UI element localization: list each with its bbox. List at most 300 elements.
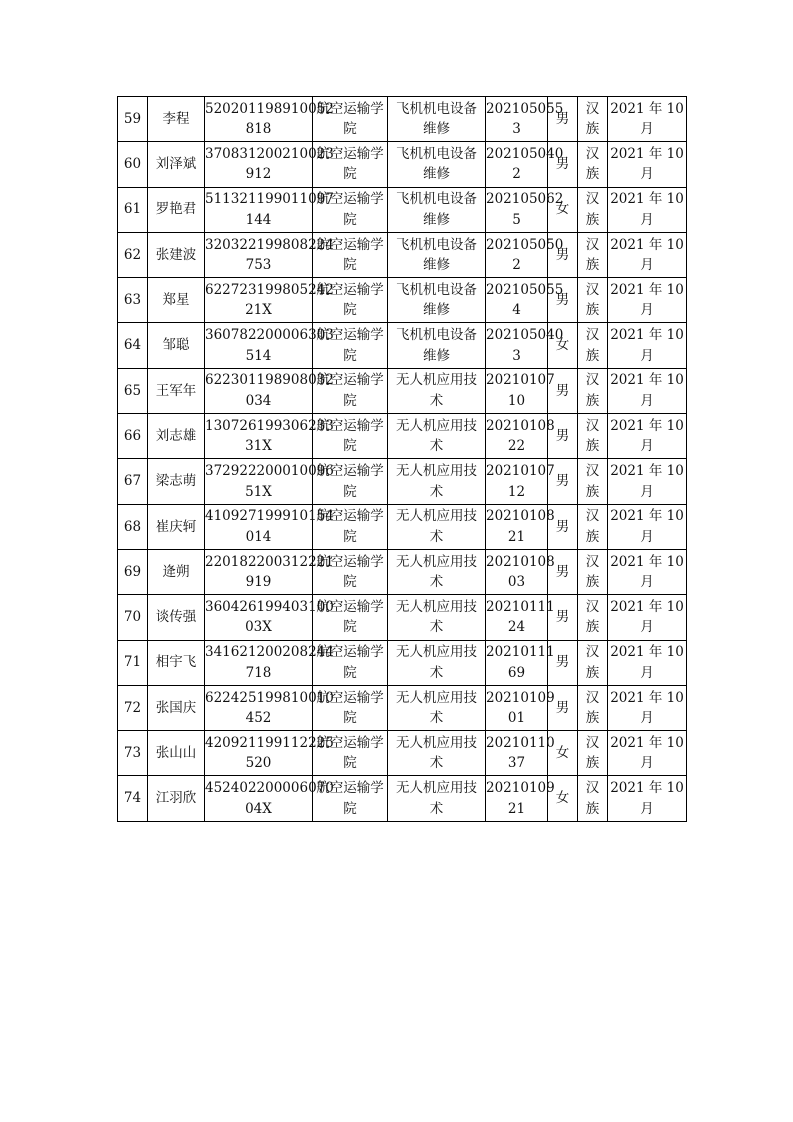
id-number-cell [205, 414, 334, 459]
id-number-line: 410927199910154 [205, 508, 334, 525]
row-number-cell [118, 595, 148, 640]
student-number-line: 4 [512, 302, 521, 319]
college-cell [313, 595, 388, 640]
sex-text: 男 [555, 246, 570, 263]
college-line: 航空运输学 [316, 100, 384, 117]
student-number-line: 24 [507, 619, 526, 636]
college-line: 院 [343, 438, 357, 455]
row-number-text: 70 [123, 609, 142, 626]
major-cell [388, 323, 486, 368]
student-number-line: 2 [512, 166, 521, 183]
roster-table [117, 96, 687, 822]
id-number-cell [205, 323, 334, 368]
college-cell [313, 278, 388, 323]
id-number-cell [205, 549, 334, 594]
college-line: 院 [343, 392, 357, 409]
student-number-line: 20210111 [486, 644, 555, 661]
name-text: 罗艳君 [155, 201, 197, 218]
date-line: 月 [640, 257, 654, 274]
id-number-line: 514 [245, 347, 272, 364]
date-cell [608, 549, 687, 594]
student-number-cell [486, 776, 555, 821]
college-cell [313, 504, 388, 549]
student-number-line: 3 [512, 121, 521, 138]
ethnicity-line: 汉 [585, 145, 600, 162]
id-number-line: 04X [245, 800, 272, 817]
date-cell [608, 187, 687, 232]
name-text: 张建波 [155, 246, 197, 263]
sex-text: 男 [555, 110, 570, 127]
row-number-cell [118, 323, 148, 368]
student-number-line: 01 [507, 710, 526, 726]
college-line: 院 [343, 800, 357, 817]
date-cell [608, 323, 687, 368]
id-number-line: 520201198910052 [205, 100, 334, 117]
ethnicity-cell [578, 640, 608, 685]
id-number-line: 372922200010096 [205, 463, 334, 480]
id-number-cell [205, 142, 334, 187]
student-number-cell [486, 685, 555, 730]
college-line: 院 [343, 347, 357, 364]
ethnicity-line: 族 [585, 302, 600, 319]
name-text: 王军年 [155, 382, 197, 399]
student-number-cell [486, 549, 555, 594]
date-line: 月 [640, 574, 654, 591]
id-number-line: 341621200208244 [205, 644, 334, 661]
major-line: 无人机应用技 [396, 372, 477, 389]
name-cell [148, 323, 205, 368]
major-line: 术 [429, 528, 444, 545]
id-number-line: 420921199112225 [205, 734, 334, 751]
student-number-cell [486, 595, 555, 640]
id-number-cell [205, 97, 334, 142]
row-number-cell [118, 731, 148, 776]
date-line: 月 [640, 438, 654, 455]
id-number-line: 622425199810010 [205, 689, 334, 706]
table-row [118, 368, 687, 413]
ethnicity-cell [578, 459, 608, 504]
date-line: 月 [640, 302, 654, 319]
student-number-line: 20210108 [486, 553, 555, 570]
ethnicity-line: 族 [585, 528, 600, 545]
row-number-cell [118, 685, 148, 730]
date-line: 2021 年 10 [610, 145, 684, 162]
ethnicity-line: 族 [585, 166, 600, 183]
id-number-cell [205, 187, 334, 232]
name-text: 张山山 [155, 745, 197, 762]
student-number-cell [486, 414, 555, 459]
student-number-line: 12 [507, 483, 526, 500]
college-line: 航空运输学 [316, 417, 384, 434]
date-line: 月 [640, 619, 654, 636]
date-cell [608, 278, 687, 323]
row-number-cell [118, 549, 148, 594]
student-number-line: 22 [507, 438, 526, 455]
date-cell [608, 368, 687, 413]
name-text: 邹聪 [162, 337, 190, 354]
college-line: 航空运输学 [316, 191, 384, 208]
major-line: 术 [429, 755, 444, 772]
id-number-line: 912 [245, 166, 272, 183]
id-number-line: 452 [245, 710, 272, 726]
date-cell [608, 97, 687, 142]
ethnicity-cell [578, 368, 608, 413]
row-number-text: 61 [123, 201, 142, 218]
ethnicity-cell [578, 776, 608, 821]
student-number-line: 202105055 [486, 281, 564, 298]
student-number-cell [486, 232, 564, 277]
ethnicity-line: 汉 [585, 281, 600, 298]
college-line: 航空运输学 [316, 281, 384, 298]
sex-text: 男 [555, 156, 570, 173]
student-number-line: 20210109 [486, 689, 555, 706]
student-number-cell [486, 640, 555, 685]
college-cell [313, 731, 388, 776]
name-cell [148, 187, 205, 232]
row-number-cell [118, 232, 148, 277]
date-cell [608, 504, 687, 549]
name-cell [148, 368, 205, 413]
row-number-cell [118, 142, 148, 187]
id-number-cell [205, 368, 334, 413]
college-cell [313, 640, 388, 685]
ethnicity-line: 族 [585, 619, 600, 636]
ethnicity-cell [578, 595, 608, 640]
major-line: 维修 [423, 302, 450, 319]
major-cell [388, 595, 486, 640]
ethnicity-cell [578, 414, 608, 459]
major-line: 无人机应用技 [396, 598, 477, 615]
college-line: 航空运输学 [316, 327, 384, 344]
ethnicity-cell [578, 97, 608, 142]
college-line: 院 [343, 483, 357, 500]
id-number-line: 753 [245, 257, 272, 274]
name-text: 郑星 [162, 292, 190, 309]
name-cell [148, 731, 205, 776]
date-cell [608, 685, 687, 730]
id-number-line: 818 [245, 121, 272, 138]
student-number-line: 37 [507, 755, 526, 772]
major-line: 无人机应用技 [396, 463, 477, 480]
table-row [118, 97, 687, 142]
name-cell [148, 776, 205, 821]
ethnicity-line: 汉 [585, 463, 600, 480]
name-cell [148, 685, 205, 730]
id-number-line: 718 [245, 664, 272, 681]
major-line: 术 [429, 664, 444, 681]
college-line: 院 [343, 755, 357, 772]
id-number-cell [205, 504, 334, 549]
major-line: 飞机机电设备 [396, 100, 477, 117]
sex-text: 女 [555, 337, 570, 354]
id-number-line: 21X [245, 302, 272, 319]
date-cell [608, 776, 687, 821]
row-number-text: 68 [123, 518, 142, 535]
sex-text: 男 [555, 563, 570, 580]
student-number-line: 20210108 [486, 508, 555, 525]
name-text: 梁志萌 [155, 473, 197, 490]
id-number-line: 220182200312221 [205, 553, 334, 570]
date-line: 2021 年 10 [610, 463, 684, 480]
major-line: 术 [429, 619, 444, 636]
id-number-line: 360782200006303 [205, 327, 334, 344]
major-line: 无人机应用技 [396, 417, 477, 434]
date-line: 月 [640, 347, 654, 364]
student-number-line: 20210107 [486, 463, 555, 480]
name-cell [148, 459, 205, 504]
major-line: 维修 [423, 347, 450, 364]
date-line: 2021 年 10 [610, 236, 684, 253]
table-row [118, 414, 687, 459]
student-number-line: 20210110 [486, 734, 555, 751]
row-number-text: 66 [123, 427, 142, 444]
college-line: 航空运输学 [316, 463, 384, 480]
id-number-line: 360426199403100 [205, 598, 334, 615]
ethnicity-line: 汉 [585, 553, 600, 570]
college-line: 航空运输学 [316, 372, 384, 389]
row-number-text: 65 [123, 382, 142, 399]
name-text: 李程 [162, 110, 190, 127]
date-cell [608, 414, 687, 459]
ethnicity-line: 族 [585, 800, 600, 817]
major-line: 飞机机电设备 [396, 281, 477, 298]
row-number-cell [118, 278, 148, 323]
date-cell [608, 731, 687, 776]
id-number-line: 130726199306233 [205, 417, 334, 434]
table-row [118, 685, 687, 730]
student-number-line: 202105055 [486, 100, 564, 117]
major-line: 术 [429, 438, 444, 455]
sex-text: 男 [555, 382, 570, 399]
college-line: 航空运输学 [316, 508, 384, 525]
major-line: 无人机应用技 [396, 689, 477, 706]
ethnicity-cell [578, 278, 608, 323]
name-text: 张国庆 [155, 699, 197, 716]
college-line: 航空运输学 [316, 780, 384, 797]
id-number-cell [205, 278, 334, 323]
major-line: 无人机应用技 [396, 508, 477, 525]
college-cell [313, 685, 388, 730]
student-number-line: 2 [512, 257, 521, 274]
college-line: 航空运输学 [316, 145, 384, 162]
sex-text: 男 [555, 427, 570, 444]
ethnicity-line: 汉 [585, 644, 600, 661]
row-number-cell [118, 414, 148, 459]
student-number-line: 69 [507, 664, 526, 681]
sex-text: 男 [555, 292, 570, 309]
college-line: 院 [343, 211, 357, 228]
row-number-text: 72 [123, 699, 142, 716]
date-line: 2021 年 10 [610, 598, 684, 615]
name-cell [148, 640, 205, 685]
major-line: 飞机机电设备 [396, 327, 477, 344]
row-number-text: 59 [123, 110, 142, 127]
date-line: 2021 年 10 [610, 553, 684, 570]
ethnicity-line: 族 [585, 574, 600, 591]
date-cell [608, 595, 687, 640]
college-cell [313, 232, 388, 277]
major-line: 术 [429, 483, 444, 500]
table-row [118, 142, 687, 187]
table-row [118, 776, 687, 821]
major-line: 无人机应用技 [396, 553, 477, 570]
ethnicity-line: 族 [585, 664, 600, 681]
date-line: 月 [640, 483, 654, 500]
ethnicity-line: 汉 [585, 598, 600, 615]
name-text: 谈传强 [155, 609, 197, 626]
major-cell [388, 685, 486, 730]
name-cell [148, 142, 205, 187]
major-cell [388, 232, 486, 277]
college-line: 院 [343, 121, 357, 138]
table-row [118, 640, 687, 685]
row-number-cell [118, 504, 148, 549]
college-line: 院 [343, 257, 357, 274]
major-cell [388, 187, 486, 232]
table-row [118, 459, 687, 504]
student-number-line: 202105050 [486, 236, 564, 253]
table-row [118, 549, 687, 594]
major-line: 术 [429, 710, 444, 726]
date-line: 2021 年 10 [610, 191, 684, 208]
college-cell [313, 368, 388, 413]
id-number-cell [205, 640, 334, 685]
ethnicity-cell [578, 549, 608, 594]
ethnicity-line: 汉 [585, 734, 600, 751]
name-text: 崔庆轲 [155, 518, 197, 535]
ethnicity-cell [578, 142, 608, 187]
ethnicity-line: 汉 [585, 508, 600, 525]
date-line: 2021 年 10 [610, 689, 684, 706]
date-line: 月 [640, 392, 654, 409]
ethnicity-line: 族 [585, 121, 600, 138]
major-line: 飞机机电设备 [396, 191, 477, 208]
id-number-line: 452402200006070 [205, 780, 334, 797]
id-number-line: 014 [245, 528, 272, 545]
id-number-line: 511321199011097 [205, 191, 334, 208]
id-number-line: 520 [245, 755, 272, 772]
ethnicity-line: 族 [585, 710, 600, 726]
student-number-line: 21 [507, 528, 526, 545]
ethnicity-line: 汉 [585, 780, 600, 797]
date-line: 2021 年 10 [610, 372, 684, 389]
major-cell [388, 414, 486, 459]
date-line: 2021 年 10 [610, 281, 684, 298]
student-number-line: 10 [507, 392, 526, 409]
student-number-line: 5 [512, 211, 521, 228]
table-row [118, 323, 687, 368]
college-cell [313, 97, 388, 142]
id-number-cell [205, 685, 334, 730]
major-line: 术 [429, 392, 444, 409]
student-number-cell [486, 323, 564, 368]
college-line: 航空运输学 [316, 644, 384, 661]
row-number-cell [118, 97, 148, 142]
date-cell [608, 232, 687, 277]
table-row [118, 187, 687, 232]
row-number-cell [118, 459, 148, 504]
id-number-line: 03X [245, 619, 272, 636]
row-number-text: 60 [123, 156, 142, 173]
ethnicity-line: 族 [585, 347, 600, 364]
id-number-cell [205, 731, 334, 776]
ethnicity-cell [578, 731, 608, 776]
ethnicity-cell [578, 232, 608, 277]
college-cell [313, 187, 388, 232]
row-number-text: 73 [123, 745, 142, 762]
id-number-line: 320322199808224 [205, 236, 334, 253]
table-row [118, 504, 687, 549]
major-line: 维修 [423, 257, 450, 274]
row-number-text: 71 [123, 654, 142, 671]
student-number-line: 03 [507, 574, 526, 591]
sex-text: 男 [555, 518, 570, 535]
college-line: 院 [343, 528, 357, 545]
student-number-cell [486, 187, 564, 232]
college-line: 航空运输学 [316, 598, 384, 615]
table-row [118, 731, 687, 776]
ethnicity-line: 汉 [585, 689, 600, 706]
major-line: 维修 [423, 121, 450, 138]
student-number-line: 20210108 [486, 417, 555, 434]
major-line: 无人机应用技 [396, 734, 477, 751]
student-number-cell [486, 142, 564, 187]
id-number-line: 919 [245, 574, 272, 591]
major-line: 术 [429, 574, 444, 591]
major-line: 术 [429, 800, 444, 817]
college-line: 院 [343, 302, 357, 319]
date-line: 月 [640, 528, 654, 545]
college-line: 院 [343, 574, 357, 591]
name-text: 相宇飞 [155, 654, 197, 671]
ethnicity-line: 汉 [585, 100, 600, 117]
row-number-cell [118, 776, 148, 821]
date-line: 月 [640, 211, 654, 228]
college-line: 院 [343, 166, 357, 183]
ethnicity-cell [578, 323, 608, 368]
name-text: 逄朔 [162, 563, 190, 580]
name-cell [148, 504, 205, 549]
name-cell [148, 278, 205, 323]
date-cell [608, 459, 687, 504]
id-number-line: 144 [245, 211, 272, 228]
student-number-cell [486, 278, 564, 323]
ethnicity-line: 族 [585, 755, 600, 772]
student-number-line: 20210109 [486, 780, 555, 797]
date-line: 月 [640, 664, 654, 681]
id-number-line: 31X [245, 438, 272, 455]
major-line: 维修 [423, 211, 450, 228]
ethnicity-line: 族 [585, 211, 600, 228]
ethnicity-line: 族 [585, 392, 600, 409]
ethnicity-line: 族 [585, 483, 600, 500]
date-line: 月 [640, 166, 654, 183]
major-line: 飞机机电设备 [396, 236, 477, 253]
sex-text: 男 [555, 473, 570, 490]
ethnicity-line: 汉 [585, 327, 600, 344]
date-line: 月 [640, 800, 654, 817]
id-number-cell [205, 232, 334, 277]
id-number-cell [205, 776, 334, 821]
major-line: 飞机机电设备 [396, 145, 477, 162]
id-number-line: 622301198908032 [205, 372, 334, 389]
student-number-line: 202105040 [486, 327, 564, 344]
row-number-cell [118, 640, 148, 685]
row-number-cell [118, 187, 148, 232]
row-number-text: 62 [123, 246, 142, 263]
college-cell [313, 549, 388, 594]
id-number-line: 370831200210023 [205, 145, 334, 162]
